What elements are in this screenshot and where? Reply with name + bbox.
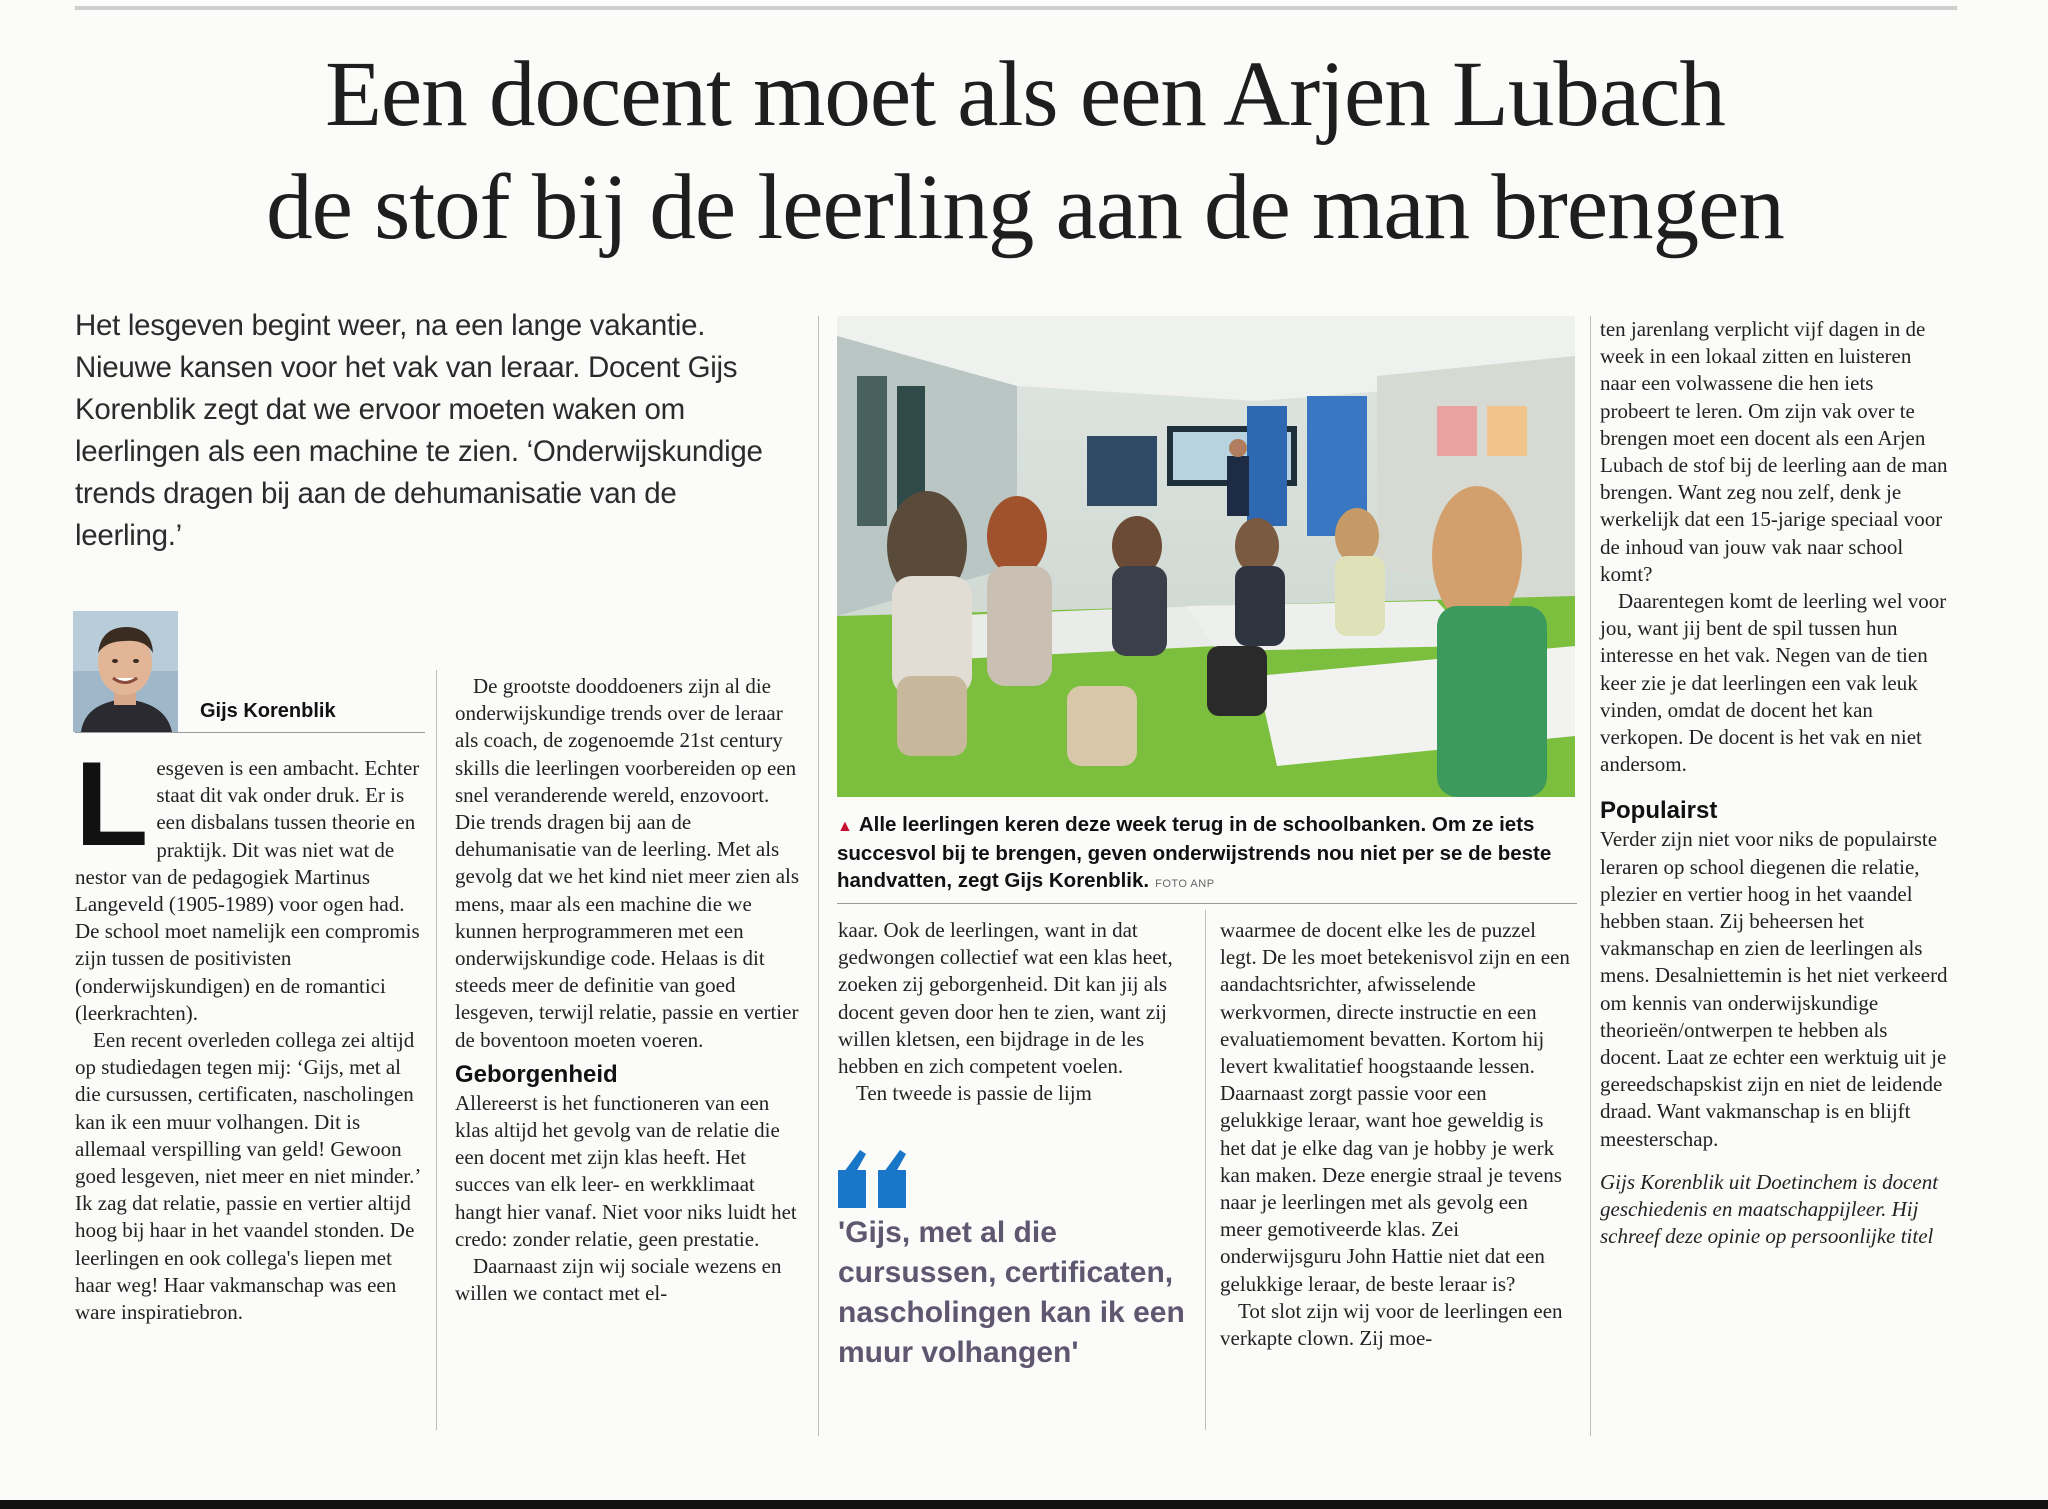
headline	[60, 38, 1990, 264]
quote-icon	[838, 1150, 910, 1215]
article-paragraph: Daarnaast zijn wij sociale wezens en willen we contact met el-	[455, 1254, 782, 1306]
article-paragraph: Tot slot zijn wij voor de leerlingen een verkapte clown. Zij moe-	[1220, 1298, 1563, 1351]
top-rule	[75, 6, 1957, 10]
article-paragraph: Allereerst is het functioneren van een klas altijd het gevolg van de relatie die een docent met zijn klas heeft. Het succes van elk leer- en werkklimaat hangt hier vanaf. Niet voor niks luidt het credo: zonder relatie, geen prestatie.	[455, 1090, 797, 1251]
article-paragraph: kaar. Ook de leerlingen, want in dat gedwongen collectief wat een klas heet, zoeken zij geborgenheid. Dit kan jij als docent geven door hen te zien, want zij willen kletsen, een bijdrage in de les hebben en zich competent voelen.	[838, 918, 1173, 1079]
byline-rule	[75, 732, 425, 733]
author-portrait	[73, 611, 178, 732]
subheading-geborgenheid: Geborgenheid	[455, 1060, 618, 1088]
article-paragraph: De grootste dooddoeners zijn al die onderwijskundige trends over de leraar als coach, de zogenoemde 21st century skills die leerlingen voorbereiden op een snel veranderende wereld, enzovoort. Die trends dragen bij aan de dehumanisatie van de leerling. Met als gevolg dat we het kind niet meer zien als mens, maar als een machine die we kunnen herprogrammeren met een onderwijskundige code. Helaas is dit steeds meer de definitie van goed lesgeven, terwijl relatie, passie en vertier de boventoon moeten voeren.	[455, 674, 800, 1052]
column-divider	[436, 670, 437, 1430]
intro-paragraph: Het lesgeven begint weer, na een lange vakantie. Nieuwe kansen voor het vak van leraar. Docent Gijs Korenblik zegt dat we ervoor moeten waken om leerlingen als een machine te zien. ‘Onderwijskundige trends dragen bij aan de dehumanisatie van de leerling.’	[75, 309, 763, 552]
article-paragraph: Een recent overleden collega zei altijd op studiedagen tegen mij: ‘Gijs, met al die cursussen, certificaten, nascholingen kan ik een muur volhangen. Dit is allemaal verspilling van geld! Gewoon goed lesgeven, niet meer en niet minder.’ Ik zag dat relatie, passie en vertier altijd hoog bij haar in het vaandel stonden. De leerlingen en ook collega's liepen met haar weg! Haar vakmanschap was een ware inspiratiebron.	[75, 1028, 420, 1325]
article-paragraph: ten jarenlang verplicht vijf dagen in de week in een lokaal zitten en luisteren naar een volwassene die hen iets probeert te leren. Om zijn vak over te brengen moet een docent als een Arjen Lubach de stof bij de leerling aan de man brengen. Want zeg nou zelf, denk je werkelijk dat een 15-jarige speciaal voor de inhoud van jouw vak naar school komt?	[1600, 317, 1948, 586]
column-divider	[818, 316, 819, 1436]
caption-text: Alle leerlingen keren deze week terug in de schoolbanken. Om ze iets succesvol bij te brengen, geven onderwijstrends nou niet per se de beste handvatten, zegt Gijs Korenblik.	[837, 813, 1552, 892]
article-column-3	[838, 917, 1190, 1107]
author-bio: Gijs Korenblik uit Doetinchem is docent geschiedenis en maatschappijleer. Hij schreef deze opinie op persoonlijke titel	[1600, 1169, 1939, 1249]
drop-cap: L	[75, 737, 149, 871]
column-divider	[1590, 316, 1591, 1436]
pull-quote: 'Gijs, met al die cursussen, certificaten, nascholingen kan ik een muur volhangen'	[838, 1216, 1185, 1369]
article-column-5	[1600, 316, 1948, 1251]
article-paragraph	[75, 737, 420, 1027]
column-divider	[1205, 910, 1206, 1430]
subheading-populairst: Populairst	[1600, 797, 1718, 825]
headline-line-2: de stof bij de leerling aan de man brengen	[266, 156, 1784, 259]
photo-caption	[837, 811, 1581, 898]
article-paragraph: waarmee de docent elke les de puzzel legt. De les moet betekenisvol zijn en een aandachtsrichter, afwisselende werkvormen, directe instructie en een evaluatiemoment bevatten. Kortom hij levert kwalitatief hoogstaande lessen. Daarnaast zorgt passie voor een gelukkige leraar, want hoe geweldig is het dat je elke dag van je hobby je werk kan maken. Deze energie straal je tevens naar je leerlingen met als gevolg een meer gemotiveerde klas. Zei onderwijsguru John Hattie niet dat een gelukkige leraar, de beste leraar is?	[1220, 918, 1570, 1296]
caption-rule	[837, 903, 1577, 904]
paragraph-text: esgeven is een ambacht. Echter staat dit vak onder druk. Er is een disbalans tussen theorie en praktijk. Dit was niet wat de nestor van de pedagogiek Martinus Langeveld (1905-1989) voor ogen had. De school moet namelijk een compromis zijn tussen de positivisten (onderwijskundigen) en de romantici (leerkrachten).	[75, 756, 420, 1025]
caption-triangle-icon: ▲	[837, 818, 853, 835]
article-column-2	[455, 673, 803, 1307]
author-byline: Gijs Korenblik	[200, 700, 336, 722]
article-paragraph: Daarentegen komt de leerling wel voor jou, want jij bent de spil tussen hun interesse en het vak. Negen van de tien keer zie je dat leerlingen een vak leuk vinden, omdat de docent het kan verkopen. De docent is het vak en niet andersom.	[1600, 589, 1947, 777]
article-paragraph: Verder zijn niet voor niks de populairste leraren op school diegenen die relatie, plezier en vertier hoog in het vaandel hebben staan. Zij beheersen het vakmanschap en zien de leerlingen als mens. Desalniettemin is het niet verkeerd om kennis van onderwijskundige theorieën/ontwerpen te hebben als docent. Laat ze echter een werktuig uit je gereedschapskist zijn en niet de leidende draad. Want vakmanschap is en blijft meesterschap.	[1600, 827, 1948, 1151]
article-paragraph: Ten tweede is passie de lijm	[856, 1081, 1092, 1106]
page-bottom-edge	[0, 1500, 2048, 1509]
photo-credit: FOTO ANP	[1155, 878, 1215, 890]
article-column-4	[1220, 917, 1572, 1352]
classroom-photo	[837, 316, 1575, 797]
article-column-1	[75, 737, 420, 1326]
headline-line-1: Een docent moet als een Arjen Lubach	[325, 43, 1725, 146]
